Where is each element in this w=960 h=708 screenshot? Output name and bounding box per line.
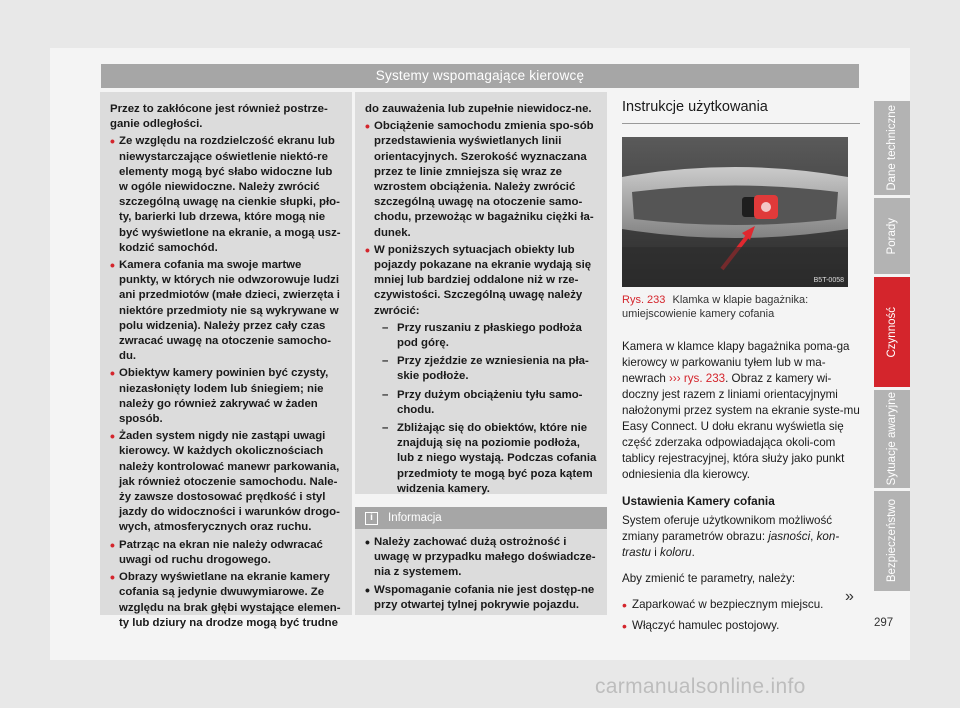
dash-list	[374, 321, 598, 497]
text-italic: kon-trastu	[622, 530, 840, 559]
steps-list	[622, 597, 860, 634]
chapter-tabs	[874, 101, 910, 594]
list-item: • Należy zachować dużą ostrożność i uwagę w przypadku małego doświadcze-nia z systemem.	[365, 535, 598, 581]
page-header: Systemy wspomagające kierowcę	[101, 64, 859, 88]
warning-list	[365, 119, 598, 497]
text-run: . Obraz z kamery wi-doczny jest razem z liniami orientacyjnymi nałożonymi przez system na ekranie syste-mu Easy Connect. U dołu ekranu wyświetla się część zderzaka odpowiadająca okoli-com tablicy rejestracyjnej, która służy jako punkt odniesienia dla kierowcy.	[622, 372, 860, 481]
text-run: .	[691, 546, 695, 559]
continue-mark: »	[845, 588, 854, 605]
tab-porady[interactable]	[874, 198, 910, 274]
dash-item: – Przy zjeździe ze wzniesienia na pła-skie podłoże.	[382, 354, 598, 384]
list-item: • Obiektyw kamery powinien być czysty, niezasłonięty lodem lub śniegiem; nie należy go również zakrywać w żaden sposób.	[110, 366, 343, 427]
list-item: • Zaparkować w bezpiecznym miejscu.	[622, 597, 860, 613]
info-icon: i	[365, 512, 378, 525]
text-italic: jasności	[768, 530, 811, 543]
figure-caption	[622, 293, 860, 321]
body-text	[622, 339, 860, 634]
figure-ref-link[interactable]: rys. 233	[680, 372, 726, 385]
tab-czynnosc[interactable]	[874, 277, 910, 387]
warning-box-middle	[355, 92, 607, 494]
list-item: • Żaden system nigdy nie zastąpi uwagi kierowcy. W każdych okolicznościach należy kontrolować manewr parkowania, jak również otoczenie samochodu. Nale-ży zawsze dostosować prędkość i styl jazdy do widoczności i warunków drogo-wych, atmosferycznych oraz ruchu.	[110, 429, 343, 535]
list-item	[365, 243, 598, 497]
text-run: Kamera w klamce klapy bagażnika poma-ga kierowcy w parkowaniu tyłem lub w ma-newrach	[622, 340, 850, 385]
text-run: i	[651, 546, 661, 559]
tab-sytuacje-awaryjne[interactable]	[874, 390, 910, 488]
tab-label: Czynność	[886, 306, 898, 358]
paragraph: Aby zmienić te parametry, należy:	[622, 572, 796, 585]
dash-item: – Przy dużym obciążeniu tyłu samo-chodu.	[382, 388, 598, 418]
warning-intro: do zauważenia lub zupełnie niewidocz-ne.	[365, 103, 592, 115]
dash-item: – Zbliżając się do obiektów, które nie znajdują się na poziomie podłoża, lub z niego wystają. Podczas cofania przedmioty te mogą być poza kątem widzenia kamery.	[382, 421, 598, 497]
tab-label: Dane techniczne	[886, 105, 898, 191]
paragraph	[622, 339, 860, 483]
ref-arrow: ›››	[669, 372, 681, 385]
tab-label: Bezpieczeństwo	[886, 499, 898, 583]
warning-box-left	[100, 92, 352, 629]
section-title: Instrukcje użytkowania	[622, 99, 860, 124]
figure-code: B5T-0058	[813, 277, 844, 284]
list-item: • Patrząc na ekran nie należy odwracać uwagi od ruchu drogowego.	[110, 538, 343, 568]
info-header	[355, 507, 607, 529]
tab-label: Sytuacje awaryjne	[886, 392, 898, 486]
page-number: 297	[874, 617, 894, 629]
list-item: • Włączyć hamulec postojowy.	[622, 618, 860, 634]
tailgate-handle-illustration	[622, 137, 848, 287]
caption-ref: Rys. 233	[622, 294, 666, 306]
info-title: Informacja	[388, 512, 442, 524]
info-list	[355, 529, 607, 613]
list-item: • Wspomaganie cofania nie jest dostęp-ne przy otwartej tylnej pokrywie pojazdu.	[365, 583, 598, 613]
watermark: carmanualsonline.info	[595, 675, 806, 698]
text-run: ,	[810, 530, 817, 543]
text-italic: koloru	[660, 546, 692, 559]
figure-tailgate-handle	[622, 137, 848, 287]
list-item: • Kamera cofania ma swoje martwe punkty, w których nie odwzorowuje ludzi ani przedmiotów (małe dzieci, zwierzęta i niektóre przedmioty nie są wykrywane w polu widzenia). Należy przez cały czas zwracać uwagę na otoczenie samocho-du.	[110, 258, 343, 364]
paragraph	[622, 513, 860, 561]
content-column-right	[610, 92, 860, 632]
tab-bezpieczenstwo[interactable]	[874, 491, 910, 591]
dash-item: – Przy ruszaniu z płaskiego podłoża pod górę.	[382, 321, 598, 351]
list-item: • Ze względu na rozdzielczość ekranu lub niewystarczające oświetlenie niektó-re elementy mogą być słabo widoczne lub w ogóle niewidoczne. Należy zwrócić szczególną uwagę na cienkie słupki, pło-ty, barierki lub drzewa, które mogą nie być wyświetlone na ekranie, a mogą usz-kodzić samochód.	[110, 134, 343, 256]
list-item: • Obrazy wyświetlane na ekranie kamery cofania są jedynie dwuwymiarowe. Ze względu na brak głębi wystające elemen-ty lub dziury na drodze mogą być trudne	[110, 570, 343, 631]
list-item: • Obciążenie samochodu zmienia spo-sób przedstawienia wyświetlanych linii orientacyjnych. Szerokość wyznaczana przez te linie zmniejsza się wraz ze wzrostem obciążenia. Należy zwrócić szczególną uwagę na otoczenie samo-chodu, przewożąc w bagażniku ciężki ła-dunek.	[365, 119, 598, 241]
list-item-text: W poniższych sytuacjach obiekty lub pojazdy pokazane na ekranie wydają się mniej lub bardziej oddalone niż w rze-czywistości. Szczególną uwagę należy zwrócić:	[374, 243, 592, 317]
text-run: System oferuje użytkownikom możliwość zmiany parametrów obrazu:	[622, 514, 833, 543]
subheading: Ustawienia Kamery cofania	[622, 494, 775, 508]
tab-label: Porady	[886, 217, 898, 255]
warning-list	[110, 134, 343, 631]
warning-intro: Przez to zakłócone jest również postrze-ganie odległości.	[110, 103, 328, 131]
info-box	[355, 507, 607, 615]
tab-dane-techniczne[interactable]	[874, 101, 910, 195]
caption-text: Klamka w klapie bagażnika: umiejscowienie kamery cofania	[622, 294, 809, 320]
